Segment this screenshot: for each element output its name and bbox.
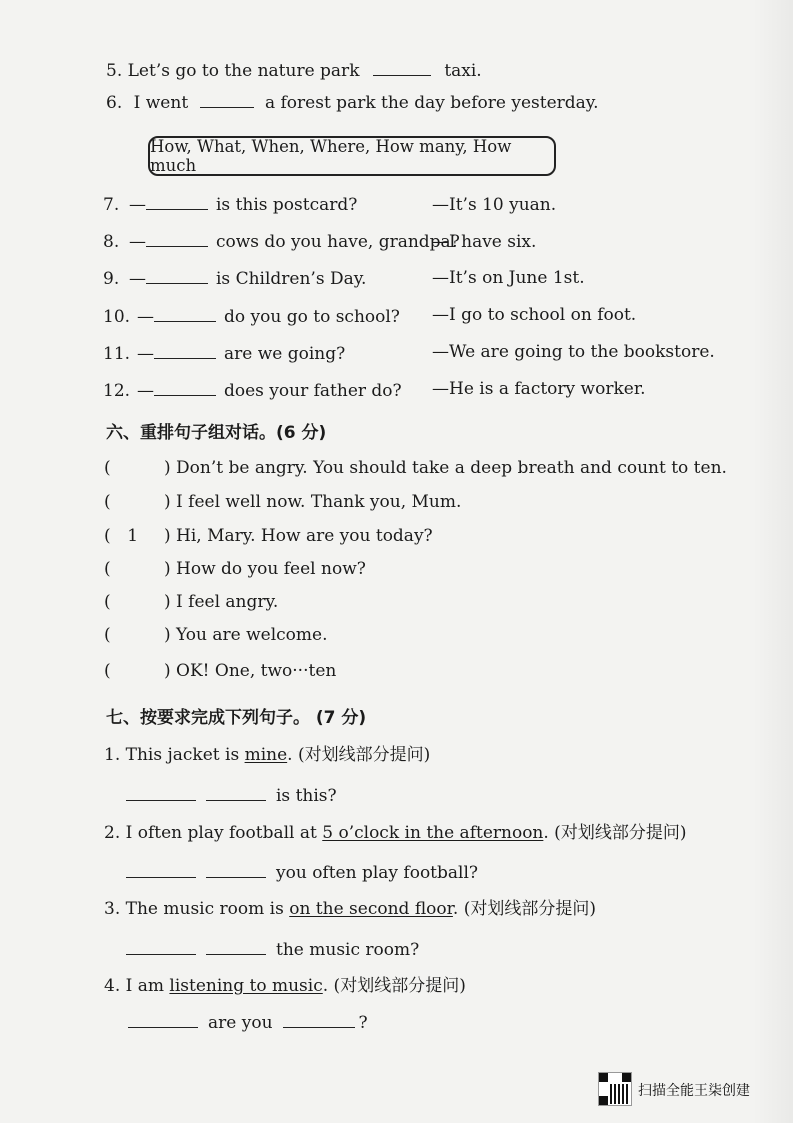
answer-blank[interactable] — [126, 786, 196, 801]
question-7: 7. — is this postcard? — [103, 195, 358, 215]
answer-blank[interactable] — [154, 307, 216, 322]
scanner-watermark: 扫描全能王柒创建 — [638, 1083, 750, 1099]
section-6-title: 六、重排句子组对话。(6 分) — [106, 423, 327, 443]
answer-10: —I go to school on foot. — [432, 305, 637, 325]
question-12: 12. — does your father do? — [103, 381, 402, 401]
question-6: 6. I went a forest park the day before yesterday. — [106, 93, 599, 113]
answer-blank[interactable] — [200, 93, 254, 108]
reorder-item: ( ) I feel angry. — [104, 592, 279, 612]
section-7-title: 七、按要求完成下列句子。 (7 分) — [106, 708, 367, 728]
rewrite-question-3: 3. The music room is on the second floor. (对划线部分提问) — [104, 899, 596, 919]
question-5: 5. Let’s go to the nature park taxi. — [106, 61, 482, 81]
order-input[interactable]: 1 — [127, 526, 139, 546]
rewrite-answer-3: the music room? — [126, 939, 419, 961]
answer-8: —I have six. — [432, 232, 537, 252]
reorder-item: ( ) OK! One, two···ten — [104, 661, 337, 681]
question-8: 8. — cows do you have, grandpa? — [103, 232, 460, 252]
answer-blank[interactable] — [373, 61, 431, 76]
answer-blank[interactable] — [128, 1013, 198, 1028]
question-11: 11. — are we going? — [103, 344, 346, 364]
question-10: 10. — do you go to school? — [103, 307, 400, 327]
answer-blank[interactable] — [146, 195, 208, 210]
reorder-item: ( ) You are welcome. — [104, 625, 328, 645]
answer-11: —We are going to the bookstore. — [432, 342, 715, 362]
answer-blank[interactable] — [146, 232, 208, 247]
answer-9: —It’s on June 1st. — [432, 268, 585, 288]
rewrite-question-4: 4. I am listening to music. (对划线部分提问) — [104, 976, 466, 996]
rewrite-answer-2: you often play football? — [126, 862, 478, 884]
reorder-item: ( ) I feel well now. Thank you, Mum. — [104, 492, 462, 512]
answer-blank[interactable] — [126, 940, 196, 955]
reorder-item: ( ) Don’t be angry. You should take a deep breath and count to ten. — [104, 458, 727, 478]
answer-blank[interactable] — [206, 786, 266, 801]
answer-blank[interactable] — [206, 940, 266, 955]
reorder-item: ( 1 ) Hi, Mary. How are you today? — [104, 526, 433, 546]
rewrite-question-1: 1. This jacket is mine. (对划线部分提问) — [104, 745, 431, 765]
answer-7: —It’s 10 yuan. — [432, 195, 557, 215]
answer-blank[interactable] — [126, 863, 196, 878]
rewrite-answer-4: are you ? — [128, 1012, 368, 1034]
answer-blank[interactable] — [283, 1013, 355, 1028]
answer-blank[interactable] — [154, 381, 216, 396]
reorder-item: ( ) How do you feel now? — [104, 559, 366, 579]
rewrite-answer-1: is this? — [126, 785, 337, 807]
answer-blank[interactable] — [154, 344, 216, 359]
answer-blank[interactable] — [206, 863, 266, 878]
rewrite-question-2: 2. I often play football at 5 o’clock in the afternoon. (对划线部分提问) — [104, 823, 687, 843]
question-9: 9. — is Children’s Day. — [103, 269, 367, 289]
qr-code-icon — [598, 1072, 632, 1106]
word-box: How, What, When, Where, How many, How much — [148, 136, 556, 176]
answer-12: —He is a factory worker. — [432, 379, 646, 399]
page-edge-shadow — [753, 0, 793, 1123]
answer-blank[interactable] — [146, 269, 208, 284]
